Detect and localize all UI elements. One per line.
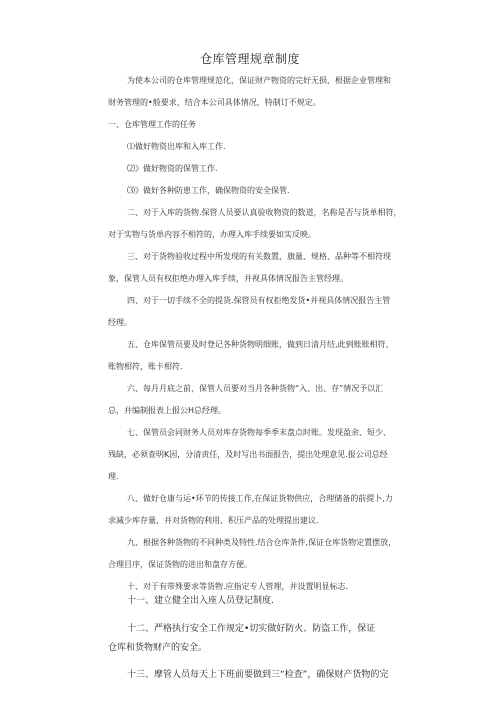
document-title: 仓库管理规章制度	[199, 52, 300, 66]
paragraph-line: 十三、摩管人员每天上下班前要做到三“检査”，确保财产货物的完	[127, 670, 389, 680]
paragraph-line: 十一、建立健全出入座人员登记制度.	[127, 596, 274, 606]
paragraph-line: 求减少库存量，并对货物的利用、积压产品的处理提出建议.	[108, 516, 319, 525]
paragraph-line: 五、仓库保管员要及时登记各种货物明细账，做到日清月结,此到账账相符、	[127, 340, 394, 349]
paragraph-line: 十二、严格执行安全工作规定•切实做好防火、防盗工作，保证	[127, 624, 376, 634]
section-heading: 一、仓库管理工作的任务	[108, 120, 196, 129]
paragraph-line: 对于实物与货单内容不相符的，办理入库手续要如实反映。	[108, 230, 316, 239]
paragraph-line: 合理目序，保证货物的进出和盘存方便。	[108, 560, 252, 569]
paragraph-line: 三、对于货物验收过程中所发现的有关数置，旗量、规格、品种等不相符现	[127, 252, 391, 261]
paragraph-line: 七、保管员会同财务人员对库存货物每季季末盘点时账。发现盈余、短少、	[127, 428, 391, 437]
paragraph-line: 四、对于一切手续不全的提货.保管员有权拒绝发货•并视具体情况报告主管	[127, 296, 391, 305]
list-item: ⑶》做好各种防患工作，确保物资的安全保管.	[127, 186, 290, 195]
paragraph-line: 残缺，必须查明K因，分清责任，及时写出书面报告，提出处理意见.报公司总经	[108, 450, 388, 459]
paragraph-line: 为使本公司的仓库管理规范化，保证财产物资的完好无损，根据企业管理和	[127, 76, 391, 85]
paragraph-line: 财务管理的•般要求，结合本公司具体情况，特制订不规定。	[108, 98, 321, 107]
paragraph-line: 十、对于有带殊要求等货物.应指定专人管理，并设置明显标志.	[127, 582, 349, 591]
paragraph-line: 经理。	[108, 318, 132, 327]
paragraph-line: 六、每月月底之前，保管人员要对当月各种货物“入、出、存”情况予以汇	[127, 384, 384, 393]
paragraph-line: 九、根据各种货物的不同种类及特性.结合仓库条件,保证仓库货物定置摆放，	[127, 538, 397, 547]
paragraph-line: 总，并编制报表上报公H总经理。	[108, 406, 227, 415]
paragraph-line: 象，保管人员有权拒绝办理入库手续，并视具体情况报告主管经理。	[108, 274, 348, 283]
paragraph-line: 二、对于入库的货物.保管人员要认真验收物资的数道，名称是否与货单相符，	[127, 208, 402, 217]
list-item: ⑴做好物资出库和入库工作.	[127, 142, 226, 151]
paragraph-line: 理.	[108, 472, 119, 481]
list-item: ⑵》做好物资的保管工作.	[127, 164, 218, 173]
paragraph-line: 账物相符，账卡相符.	[108, 362, 183, 371]
paragraph-line: 八、做好仓康与运•环节的传接工作,在保证货物供应，合理储备的前提卜,力	[127, 494, 393, 503]
paragraph-line: 仓库和货物财产的安全。	[108, 643, 208, 653]
